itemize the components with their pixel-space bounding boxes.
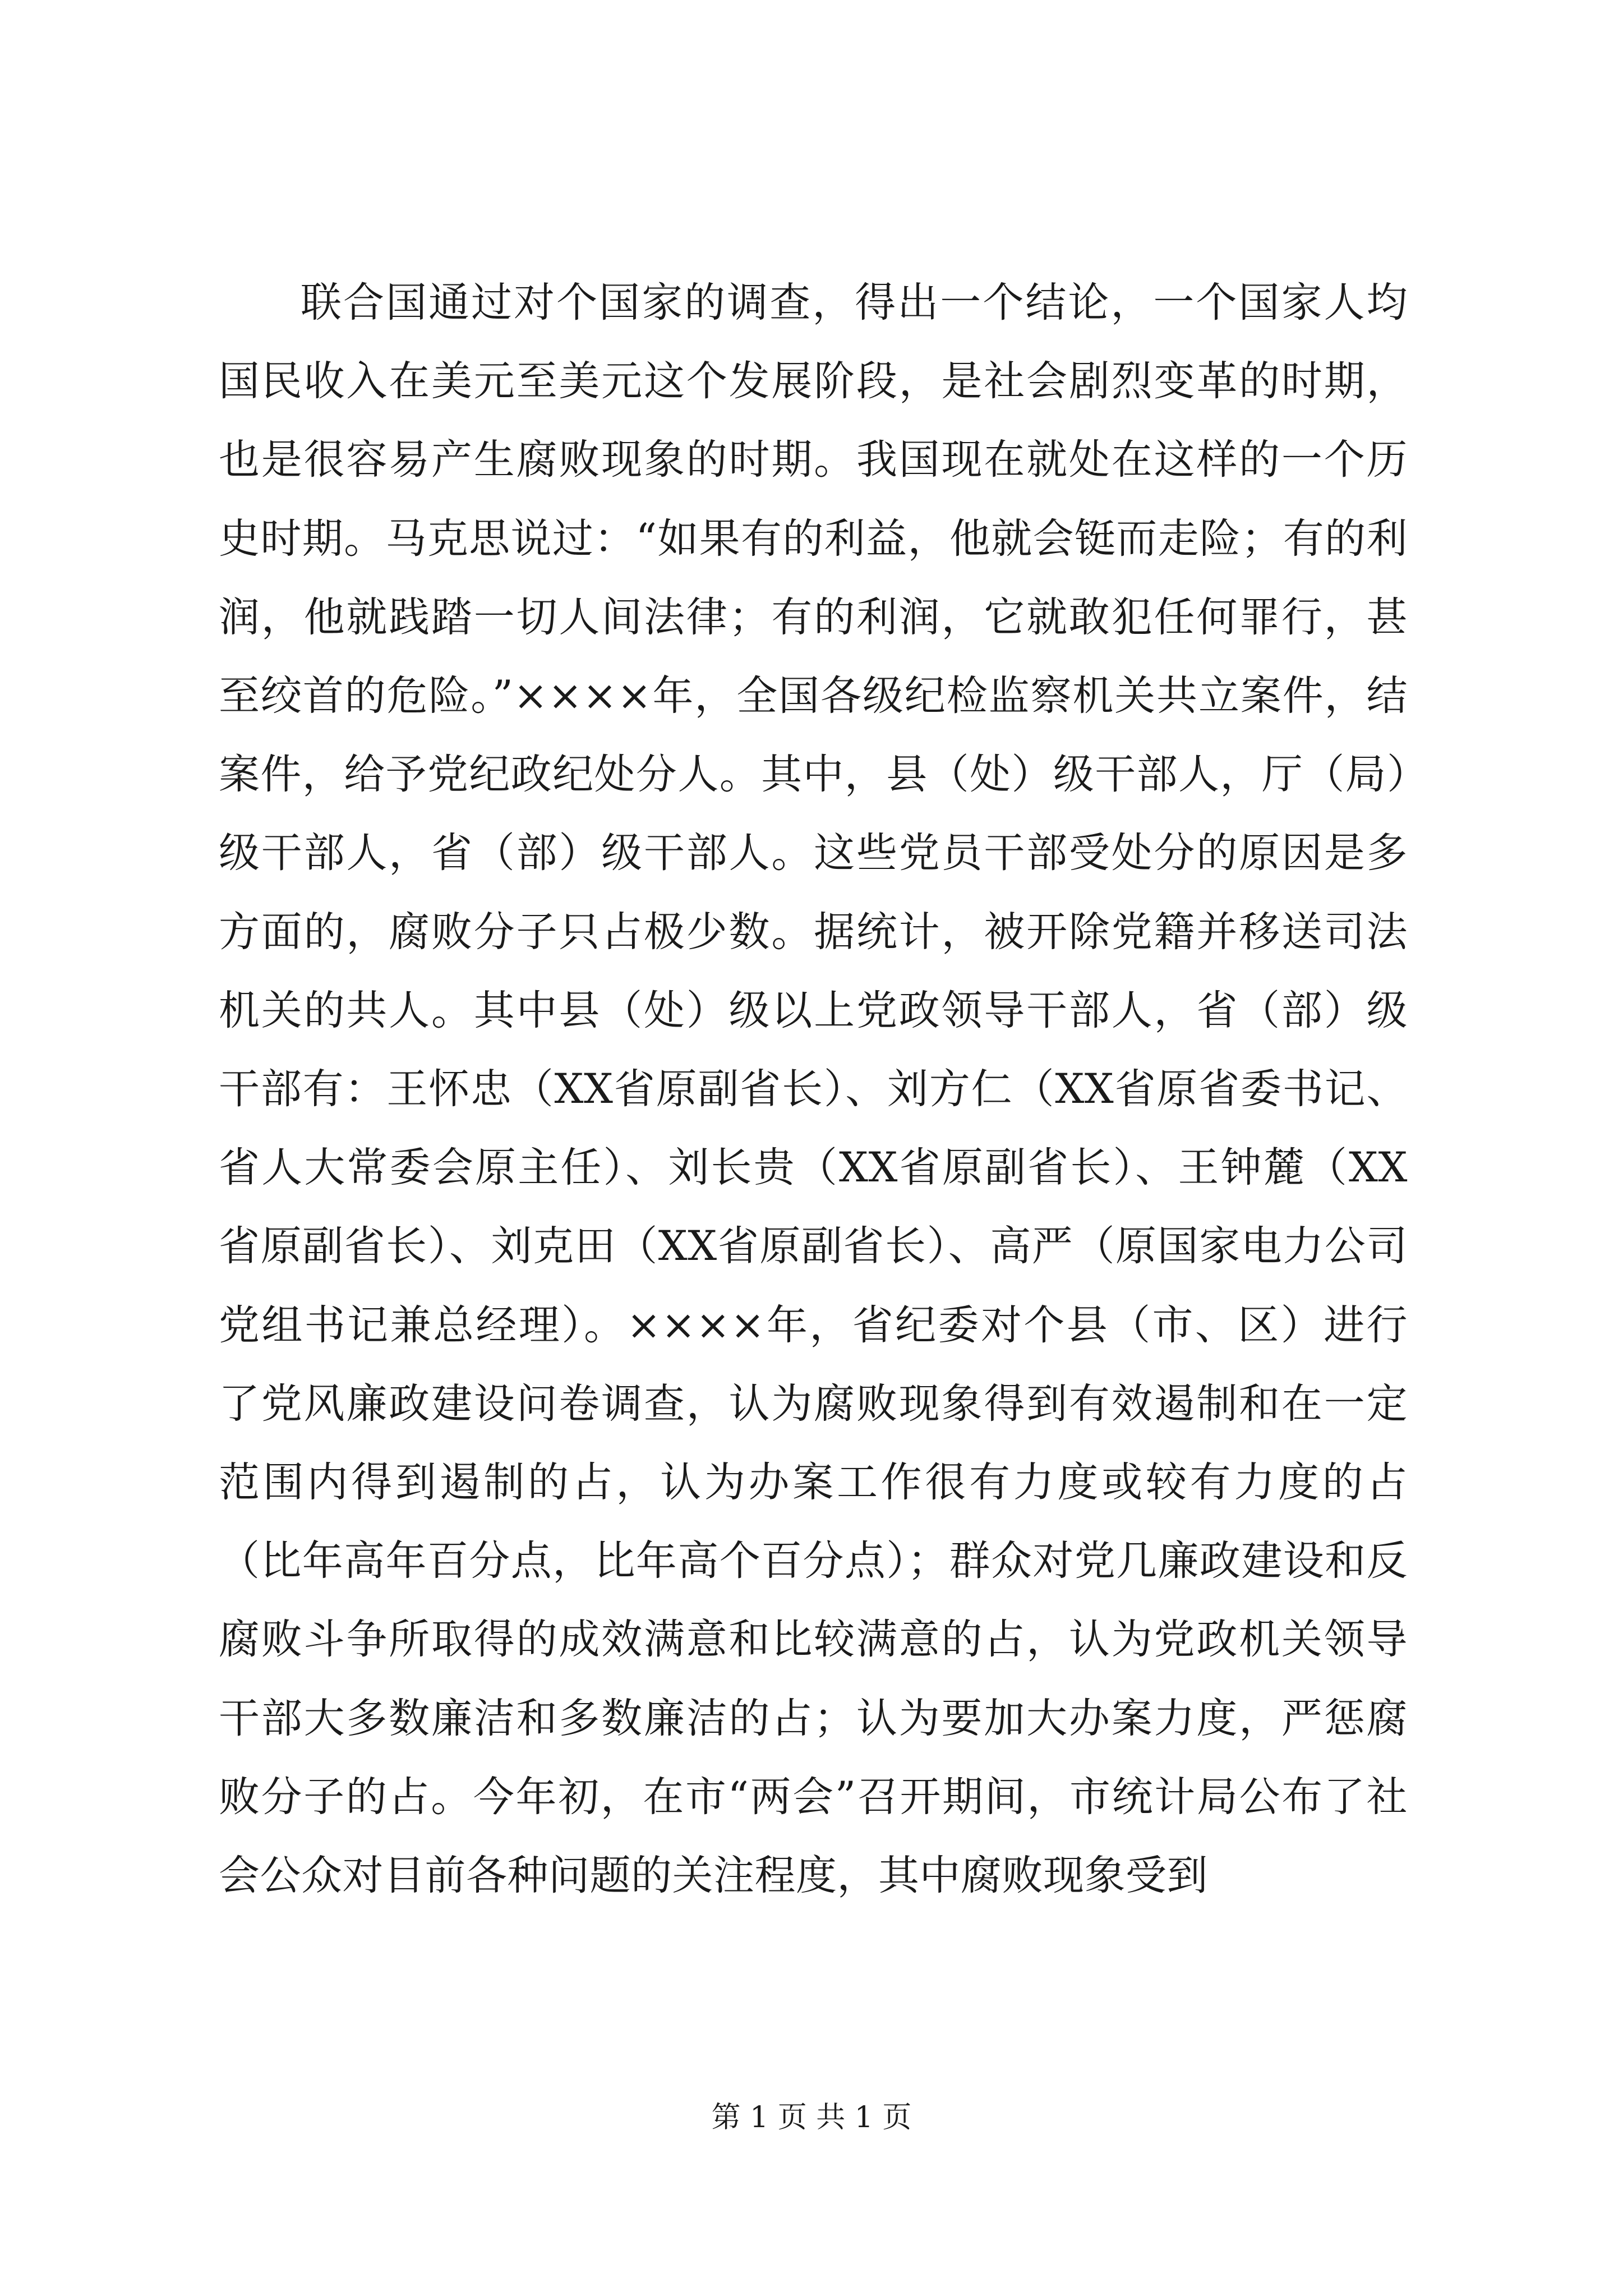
page-footer: 第 1 页 共 1 页 — [711, 2101, 912, 2134]
body-paragraph: 联合国通过对个国家的调查，得出一个结论，一个国家人均国民收入在美元至美元这个发展阶段，是社会剧烈变革的时期，也是很容易产生腐败现象的时期。我国现在就处在这样的一个历史时期。马克思说过：“如果有的利益，他就会铤而走险；有的利润，他就践踏一切人间法律；有的利润，它就敢犯任何罪行，甚至绞首的危险。”××××年，全国各级纪检监察机关共立案件，结案件，给予党纪政纪处分人。其中，县（处）级干部人，厅（局）级干部人，省（部）级干部人。这些党员干部受处分的原因是多方面的，腐败分子只占极少数。据统计，被开除党籍并移送司法机关的共人。其中县（处）级以上党政领导干部人，省（部）级干部有：王怀忠（XX省原副省长）、刘方仁（XX省原省委书记、省人大常委会原主任）、刘长贵（XX省原副省长）、王钟麓（XX省原副省长）、刘克田（XX省原副省长）、高严（原国家电力公司党组书记兼总经理）。××××年，省纪委对个县（市、区）进行了党风廉政建设问卷调查，认为腐败现象得到有效遏制和在一定范围内得到遏制的占，认为办案工作很有力度或较有力度的占（比年高年百分点，比年高个百分点）；群众对党几廉政建设和反腐败斗争所取得的成效满意和比较满意的占，认为党政机关领导干部大多数廉洁和多数廉洁的占；认为要加大办案力度，严惩腐败分子的占。今年初，在市“两会”召开期间，市统计局公布了社会公众对目前各种问题的关注程度，其中腐败现象受到 — [219, 279, 1408, 1900]
